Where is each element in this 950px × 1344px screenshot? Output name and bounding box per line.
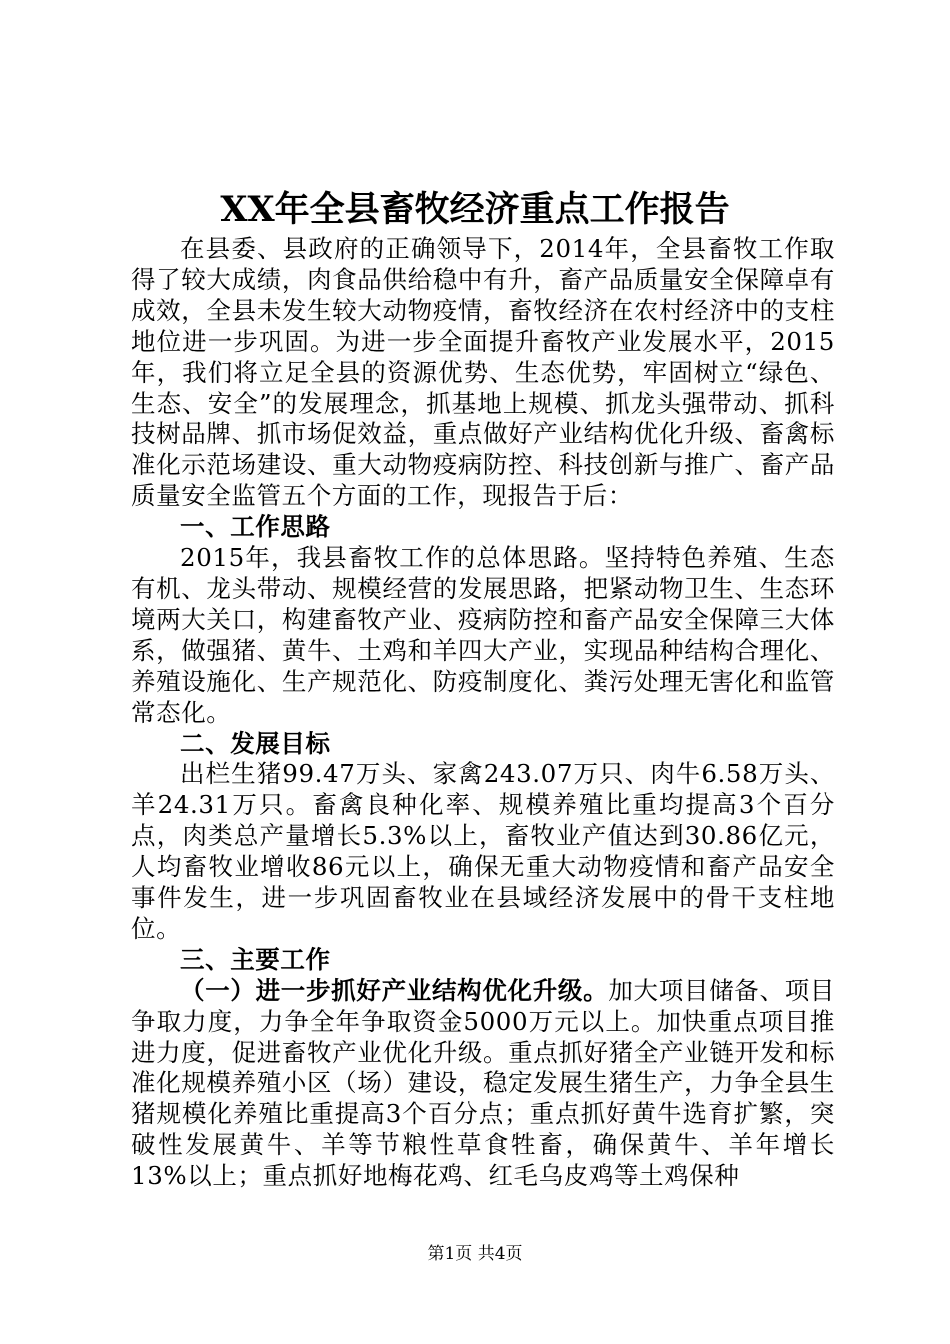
subsection-lead: （一）进一步抓好产业结构优化升级。 — [180, 975, 609, 1005]
section-heading-main-work: 三、主要工作 — [180, 944, 331, 974]
subsection-text: 加大项目储备、项目争取力度，力争全年争取资金5000万元以上。加快重点项目推进力度，促进畜牧产业优化升级。重点抓好猪全产业链开发和标准化规模养殖小区（场）建设，稳定发展生猪生产，力争全县生猪规模化养殖比重提高3个百分点；重点抓好黄牛选育扩繁，突破性发展黄牛、羊等节粮性草食牲畜，确保黄牛、羊年增长13%以上；重点抓好地梅花鸡、红毛乌皮鸡等土鸡保种 — [131, 975, 835, 1191]
document-title: XX年全县畜牧经济重点工作报告 — [220, 189, 730, 230]
page-total: 共4页 — [477, 1244, 523, 1264]
document-body — [131, 234, 835, 1192]
page-number: 第1页 — [427, 1244, 473, 1264]
intro-paragraph: 在县委、县政府的正确领导下，2014年，全县畜牧工作取得了较大成绩，肉食品供给稳中有升，畜产品质量安全保障卓有成效，全县未发生较大动物疫情，畜牧经济在农村经济中的支柱地位进一步巩固。为进一步全面提升畜牧产业发展水平，2015年，我们将立足全县的资源优势、生态优势，牢固树立“绿色、生态、安全”的发展理念，抓基地上规模、抓龙头强带动、抓科技树品牌、抓市场促效益，重点做好产业结构优化升级、畜禽标准化示范场建设、重大动物疫病防控、科技创新与推广、畜产品质量安全监管五个方面的工作，现报告于后： — [131, 234, 835, 511]
section-paragraph-main-work — [131, 976, 835, 1192]
page-footer — [0, 1242, 950, 1266]
section-paragraph-targets: 出栏生猪99.47万头、家禽243.07万只、肉牛6.58万头、羊24.31万只。畜禽良种化率、规模养殖比重均提高3个百分点，肉类总产量增长5.3%以上，畜牧业产值达到30.86亿元，人均畜牧业增收86元以上，确保无重大动物疫情和畜产品安全事件发生，进一步巩固畜牧业在县域经济发展中的骨干支柱地位。 — [131, 759, 835, 943]
section-heading-approach: 一、工作思路 — [180, 512, 331, 542]
section-paragraph-approach: 2015年，我县畜牧工作的总体思路。坚持特色养殖、生态有机、龙头带动、规模经营的发展思路，把紧动物卫生、生态环境两大关口，构建畜牧产业、疫病防控和畜产品安全保障三大体系，做强猪、黄牛、土鸡和羊四大产业，实现品种结构合理化、养殖设施化、生产规范化、防疫制度化、粪污处理无害化和监管常态化。 — [131, 543, 835, 727]
section-heading-targets: 二、发展目标 — [180, 728, 331, 758]
